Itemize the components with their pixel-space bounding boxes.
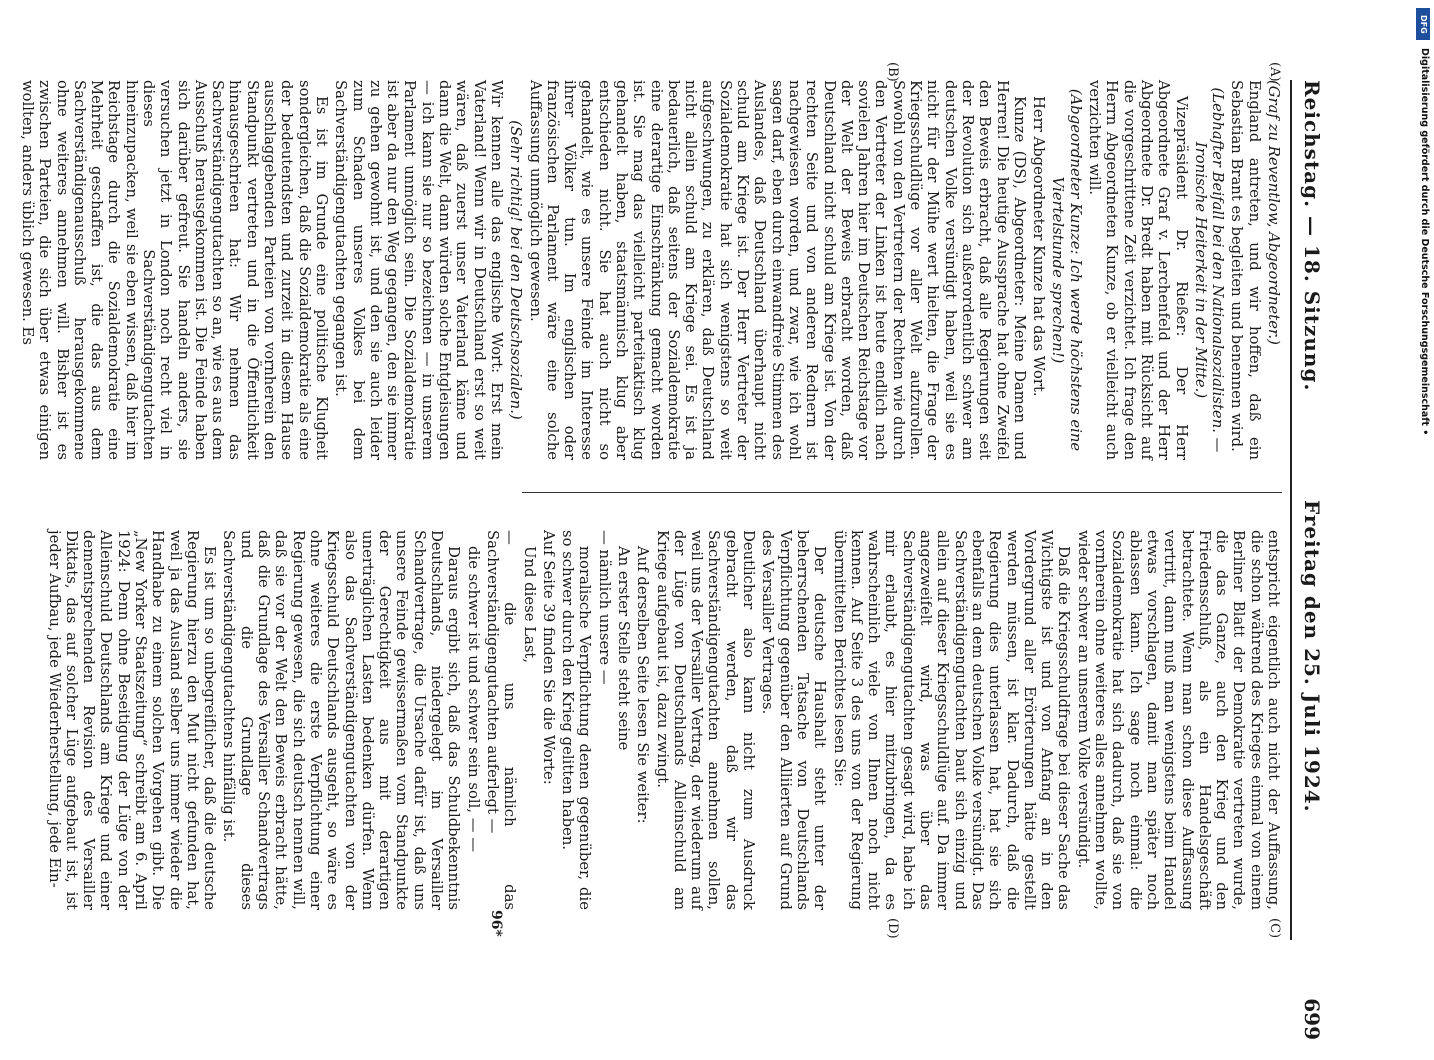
rotated-page <box>18 60 1330 1040</box>
paragraph: Vizepräsident Dr. Rießer: Der Herr Abgeordnete Graf v. Lerchenfeld und der Herr Abgeordnete Dr. Bredt haben mit Rücksicht auf die vorgeschrittene Zeit verzichtet. Ich frage den Herrn Abgeordneten Kunze, ob er vielleicht auch verzichten will. <box>1086 80 1190 460</box>
paragraph: Es ist im Grunde eine politische Klugheit sondergleichen, daß die Sozialdemokratie als eine der bedeutendsten und zurzeit in diesem Hause ausschlaggebenden Parteien von vornherein den Standpunkt vertreten und in die Öffentlichkeit hinausgeschrieen hat: Wir nehmen das Sachverständigengutachten so an, wie es aus dem Ausschuß herausgekommen ist. Die Feinde haben sich darüber gefreut. Sie handeln anders, sie versuchen jetzt in London noch recht viel in dieses Sachverständigengutachten hineinzupacken, weil sie eben wissen, daß hier im Reichstage durch die Sozialdemokratie eine Mehrheit geschaffen ist, die das aus dem Sachverständigenausschuß herausgekommene ohne weiteres annehmen will. Bisher ist es zwischen Parteien, die sich über etwas einigen wollten, anders üblich gewesen. Es <box>18 80 330 460</box>
paragraph: England antreten, und wir hoffen, daß ein Sebastian Brant es begleiten und benennen wird. <box>1228 80 1263 460</box>
paragraph: Auf Seite 39 finden Sie die Worte: <box>539 530 557 785</box>
margin-mark-d: (D) <box>885 918 900 939</box>
paragraph: — die uns nämlich das Sachverständigengutachten auferlegt — <box>483 530 519 910</box>
speaker-reference: (Graf zu Reventlow, Abgeordneter.) <box>1265 80 1282 345</box>
paragraph: Es ist um so unbegreiflicher, daß die deutsche Regierung hierzu den Mut nicht gefunden hat, weil ja das Ausland selber uns immer wieder die Handhabe zu einem solchen Vorgehen gibt. Die „New Yorker Staatszeitung“ schreibt am 6. April 1924: Denn ohne Beseitigung der Lüge von der Alleinschuld Deutschlands am Kriege und einer dementsprechenden Revision des Versailler Diktats, das auf solcher Lüge aufgebaut ist, ist jeder Aufbau, jede Wiederherstellung, jede Ein- <box>45 530 219 910</box>
column-divider <box>522 492 1282 493</box>
paragraph: Wir kennen alle das englische Wort: Erst mein Vaterland! Wenn wir in Deutschland erst so weit wären, daß zuerst unser Vaterland käme und dann die Welt, dann würden solche Entgleisungen — ich kann sie nur so bezeichnen — in unserem Parlament unmöglich sein. Die Sozialdemokratie ist aber da nur den Weg gegangen, den sie immer zu gehen gewohnt ist, und den sie auch leider zum Schaden unseres Volkes bei dem Sachverständigengutachten gegangen ist. <box>332 80 505 460</box>
running-head-left: Reichstag. — 18. Sitzung. <box>1300 80 1324 392</box>
dfg-logo: DFG <box>1416 8 1430 40</box>
interjection: (Abgeordneter Kunze: Ich werde höchstens eine Viertelstunde sprechen!) <box>1049 88 1084 452</box>
paragraph: Und diese Last, <box>520 546 538 664</box>
paragraph: — nämlich unsere — <box>595 530 613 685</box>
left-column <box>18 80 1282 460</box>
margin-mark-a: (A) <box>1267 62 1282 82</box>
page-number: 699 <box>1300 998 1324 1040</box>
paragraph: Auf derselben Seite lesen Sie weiter: <box>634 546 652 824</box>
paragraph: Deutlicher also kann nicht zum Ausdruck gebracht werden, daß wir das Sachverständigengutachten annehmen sollen, weil uns der Versailler Vertrag, der wiederum auf der Lüge von Deutschlands Alleinschuld am Kriege aufgebaut ist, dazu zwingt. <box>653 530 758 910</box>
signature-mark: 96* <box>488 910 504 937</box>
right-column <box>45 530 1282 910</box>
side-attribution: Digitalisierung gefördert durch die Deutsche Forschungsgemeinschaft • <box>1419 48 1430 436</box>
paragraph: Der deutsche Haushalt steht unter der beherrschenden Tatsache von Deutschlands Verpflichtung gegenüber den Alliierten auf Grund des Versailler Vertrages. <box>759 530 829 910</box>
interjection: (Lebhafter Beifall bei den Nationalsozialisten. — Ironische Heiterkeit in der Mitte.) <box>1191 87 1227 453</box>
paragraph: Daraus ergibt sich, daß das Schuldbekenntnis Deutschlands, niedergelegt im Versailler Schandvertrage, die Ursache dafür ist, daß uns unsere Feinde gewissermaßen vom Standpunkte der Gerechtigkeit aus mit derartigen unerträglichen Lasten bedenken dürfen. Wenn also das Sachverständigengutachten von der Kriegsschuld Deutschlands ausgeht, so wäre es ohne weiteres die erste Verpflichtung einer Regierung gewesen, die sich deutsch nennen will, daß sie vor der Welt den Beweis erbracht hätte, daß die Grundlage des Versailler Schandvertrags und die Grundlage dieses Sachverständigengutachtens hinfällig ist. <box>220 530 463 910</box>
paragraph: Kunze (DS), Abgeordneter: Meine Damen und Herren! Die heutige Aussprache hat ohne Zweifel den Beweis erbracht, daß alle Regierungen seit der Revolution sich außerordentlich schwer am deutschen Volke versündigt haben, weil sie es nicht für der Mühe wert hielten, die Frage der Kriegsschuldlüge vor aller Welt aufzurollen. Sowohl von den Vertretern der Rechten wie durch den Vertreter der Linken ist heute endlich nach sovielen Jahren hier im Deutschen Reichstage vor der Welt der Beweis erbracht worden, daß Deutschland nicht schuld am Kriege ist. Von der rechten Seite und von anderen Rednern ist nachgewiesen worden, und zwar, wie ich wohl sagen darf, eben durch einwandfreie Stimmen des Auslandes, daß Deutschland überhaupt nicht schuld am Kriege ist. Der Herr Vertreter der Sozialdemokratie hat sich wenigstens so weit aufgeschwungen, zu erklären, daß Deutschland nicht allein schuld am Kriege sei. Es ist ja bedauerlich, daß seitens der Sozialdemokratie eine derartige Einschränkung gemacht worden ist. Sie mag das vielleicht parteitaktisch klug gehandelt haben, staatsmännisch klug aber entschieden nicht. Sie hat auch nicht so gehandelt, wie es unsere Feinde im Interesse ihrer Völker tun. Im englischen oder französischen Parlament wäre eine solche Auffassung unmöglich gewesen. <box>526 80 1028 460</box>
margin-mark-b: (B) <box>885 62 900 82</box>
paragraph: moralische Verpflichtung denen gegenüber, die so schwer durch den Krieg gelitten haben. <box>559 530 594 910</box>
paragraph: die schwer ist und schwer sein soll, — — <box>464 546 482 853</box>
running-head <box>1290 60 1330 1060</box>
paragraph: Daß die Kriegsschuldfrage bei dieser Sache das Wichtigste ist und von Anfang an in den Vordergrund aller Erörterungen hätte gestellt werden müssen, ist klar. Dadurch, daß die Regierung dies unterlassen hat, hat sie sich ebenfalls an dem deutschen Volke versündigt. Das Sachverständigengutachten baut sich einzig und allein auf dieser Kriegsschuldlüge auf. Da immer angezweifelt wird, was über das Sachverständigengutachten gesagt wird, habe ich mir erlaubt, es hier mitzubringen, da es wahrscheinlich viele von Ihnen noch nicht kennen. Auf Seite 3 des uns von der Regierung übermittelten Berichtes lesen Sie: <box>830 530 1073 910</box>
running-head-date: Freitag den 25. Juli 1924. <box>1300 500 1324 813</box>
paragraph: entspricht eigentlich auch nicht der Auffassung, die schon während des Krieges einmal von einem Berliner Blatt der Demokratie vertreten wurde, die das Ganze, auch den Krieg und den Friedensschluß, als ein Handelsgeschäft betrachtete. Wenn man schon diese Auffassung vertritt, dann muß man wenigstens beim Handel etwas vorschlagen, damit man später noch ablassen kann. Ich sage noch einmal: die Sozialdemokratie hat sich dadurch, daß sie von vornherein ohne weiteres alles annehmen wollte, wieder schwer an unserem Volke versündigt. <box>1074 530 1282 910</box>
paragraph: An erster Stelle steht seine <box>615 546 633 751</box>
header-rule <box>1290 80 1292 940</box>
interjection: (Sehr richtig! bei den Deutschsozialen.) <box>507 120 525 420</box>
margin-mark-c: (C) <box>1267 918 1282 939</box>
paragraph: Herr Abgeordneter Kunze hat das Wort. <box>1030 96 1048 397</box>
